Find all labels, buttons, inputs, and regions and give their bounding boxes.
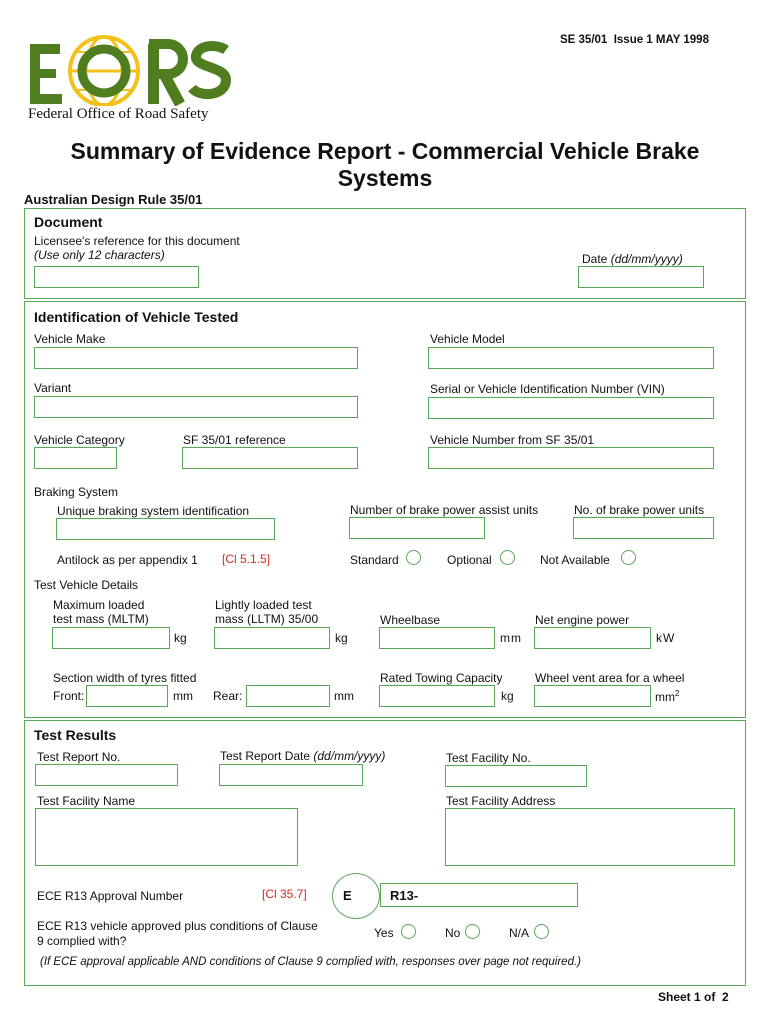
antilock-standard-label: Standard — [350, 553, 399, 567]
page-title-line2: Systems — [337, 165, 433, 191]
sf-reference-field[interactable] — [182, 447, 358, 469]
sheet-number: Sheet 1 of 2 — [658, 990, 729, 1004]
facility-name-field[interactable] — [35, 808, 298, 866]
conditions-no-label: No — [445, 926, 461, 940]
ece-e-mark-letter: E — [343, 888, 352, 903]
variant-label: Variant — [34, 381, 72, 395]
conditions-na-label: N/A — [509, 926, 530, 940]
tyre-front-unit: mm — [173, 689, 193, 703]
ece-approval-value: R13- — [390, 888, 419, 903]
report-date-label — [220, 749, 385, 763]
vehicle-category-field[interactable] — [34, 447, 117, 469]
mltm-field[interactable] — [52, 627, 170, 649]
wheel-vent-unit-text: mm — [655, 690, 675, 704]
date-field[interactable] — [578, 266, 704, 288]
tyre-width-label: Section width of tyres fitted — [53, 671, 197, 685]
vehicle-category-label: Vehicle Category — [34, 433, 125, 447]
fors-logo-graphic — [28, 26, 233, 106]
unique-braking-id-field[interactable] — [56, 518, 275, 540]
power-units-field[interactable] — [573, 517, 714, 539]
vehicle-model-label: Vehicle Model — [430, 332, 505, 346]
facility-no-label: Test Facility No. — [446, 751, 531, 765]
vehicle-make-field[interactable] — [34, 347, 358, 369]
vehicle-section-title: Identification of Vehicle Tested — [34, 309, 239, 325]
sf-reference-label: SF 35/01 reference — [183, 433, 286, 447]
braking-system-label: Braking System — [34, 485, 119, 499]
conditions-no-radio[interactable] — [465, 924, 480, 939]
report-date-format-hint: (dd/mm/yyyy) — [313, 749, 386, 763]
document-reference: SE 35/01 Issue 1 MAY 1998 — [560, 34, 709, 46]
mltm-label-line2: test mass (MLTM) — [53, 612, 149, 626]
report-date-label-text: Test Report Date — [220, 749, 311, 763]
document-section-title: Document — [34, 214, 103, 230]
vehicle-make-label: Vehicle Make — [34, 332, 106, 346]
facility-address-label: Test Facility Address — [446, 794, 556, 808]
assist-units-label: Number of brake power assist units — [350, 503, 539, 517]
assist-units-field[interactable] — [349, 517, 485, 539]
vehicle-model-field[interactable] — [428, 347, 714, 369]
fors-logo — [28, 26, 233, 128]
licensee-ref-hint: (Use only 12 characters) — [34, 248, 165, 262]
facility-address-field[interactable] — [445, 808, 735, 866]
wheel-vent-unit — [655, 689, 679, 704]
power-units-label: No. of brake power units — [574, 503, 705, 517]
variant-field[interactable] — [34, 396, 358, 418]
vin-label: Serial or Vehicle Identification Number (VIN) — [430, 382, 665, 396]
tyre-front-label: Front: — [53, 689, 85, 703]
wheelbase-unit: mm — [500, 631, 522, 645]
antilock-standard-radio[interactable] — [406, 550, 421, 565]
mltm-unit: kg — [174, 631, 187, 645]
report-no-label: Test Report No. — [37, 750, 121, 764]
facility-name-label: Test Facility Name — [37, 794, 136, 808]
page-title-line1: Summary of Evidence Report - Commercial Vehicle Brake — [70, 138, 700, 164]
lltm-label-line2: mass (LLTM) 35/00 — [215, 612, 319, 626]
tyre-rear-unit: mm — [334, 689, 354, 703]
antilock-not-available-radio[interactable] — [621, 550, 636, 565]
conditions-label-line2: 9 complied with? — [37, 934, 127, 948]
tyre-rear-field[interactable] — [246, 685, 330, 707]
facility-no-field[interactable] — [445, 765, 587, 787]
antilock-label: Antilock as per appendix 1 — [57, 553, 198, 567]
vehicle-number-label: Vehicle Number from SF 35/01 — [430, 433, 595, 447]
lltm-unit: kg — [335, 631, 348, 645]
conditions-label-line1: ECE R13 vehicle approved plus conditions of Clause — [37, 919, 318, 933]
licensee-ref-label: Licensee's reference for this document — [34, 234, 240, 248]
results-note: (If ECE approval applicable AND conditions of Clause 9 complied with, responses over page not required.) — [40, 956, 581, 968]
ece-clause: [Cl 35.7] — [262, 887, 307, 901]
tyre-rear-label: Rear: — [213, 689, 243, 703]
engine-power-unit: kW — [656, 631, 676, 645]
wheelbase-label: Wheelbase — [380, 613, 441, 627]
antilock-optional-radio[interactable] — [500, 550, 515, 565]
page-subtitle: Australian Design Rule 35/01 — [24, 192, 203, 207]
report-date-field[interactable] — [219, 764, 363, 786]
results-section-title: Test Results — [34, 727, 117, 743]
antilock-clause: [Cl 5.1.5] — [222, 552, 271, 566]
ece-approval-field[interactable] — [380, 883, 578, 907]
wheelbase-field[interactable] — [379, 627, 495, 649]
towing-capacity-label: Rated Towing Capacity — [380, 671, 503, 685]
engine-power-label: Net engine power — [535, 613, 630, 627]
conditions-na-radio[interactable] — [534, 924, 549, 939]
towing-capacity-unit: kg — [501, 689, 514, 703]
ece-e-mark — [332, 873, 380, 919]
date-format-hint: (dd/mm/yyyy) — [610, 252, 683, 266]
vehicle-number-field[interactable] — [428, 447, 714, 469]
lltm-label-line1: Lightly loaded test — [215, 598, 312, 612]
wheel-vent-unit-sup: 2 — [675, 689, 680, 698]
tyre-front-field[interactable] — [86, 685, 168, 707]
antilock-optional-label: Optional — [447, 553, 492, 567]
antilock-not-available-label: Not Available — [540, 553, 610, 567]
org-name: Federal Office of Road Safety — [28, 106, 209, 122]
date-label-text: Date — [582, 252, 608, 266]
conditions-yes-radio[interactable] — [401, 924, 416, 939]
lltm-field[interactable] — [214, 627, 330, 649]
vin-field[interactable] — [428, 397, 714, 419]
ece-approval-label: ECE R13 Approval Number — [37, 889, 184, 903]
towing-capacity-field[interactable] — [379, 685, 495, 707]
wheel-vent-label: Wheel vent area for a wheel — [535, 671, 685, 685]
conditions-yes-label: Yes — [374, 926, 394, 940]
page-title — [25, 138, 745, 192]
report-no-field[interactable] — [35, 764, 178, 786]
unique-braking-id-label: Unique braking system identification — [57, 504, 250, 518]
date-label — [582, 252, 683, 266]
licensee-ref-field[interactable] — [34, 266, 199, 288]
mltm-label-line1: Maximum loaded — [53, 598, 145, 612]
test-vehicle-details-label: Test Vehicle Details — [34, 578, 139, 592]
engine-power-field[interactable] — [534, 627, 651, 649]
wheel-vent-field[interactable] — [534, 685, 651, 707]
